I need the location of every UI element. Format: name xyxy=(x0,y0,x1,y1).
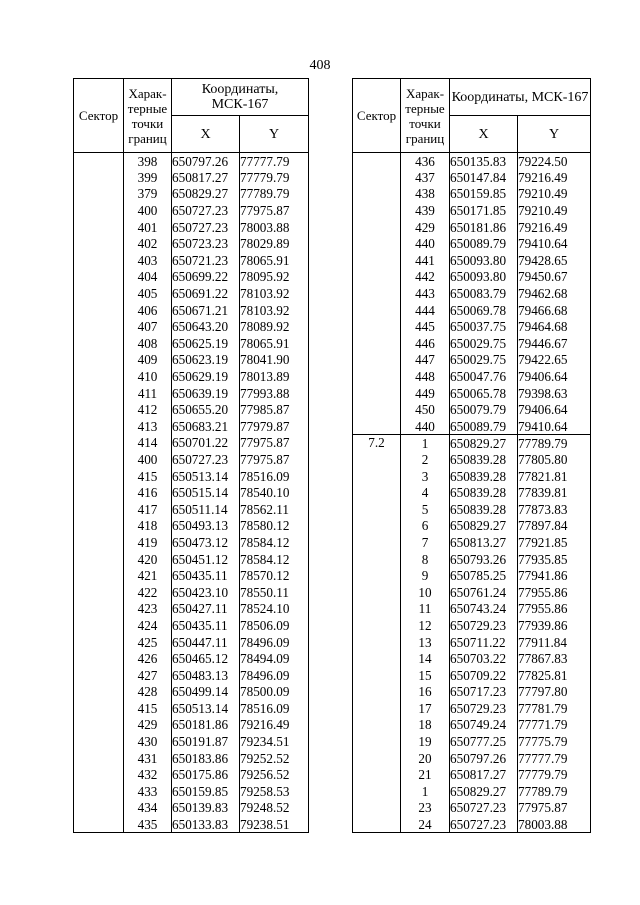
y-coordinate-cell: 77975.87 xyxy=(518,800,591,817)
point-number-cell: 7 xyxy=(401,534,450,551)
point-number-cell: 415 xyxy=(124,468,172,485)
x-coordinate-cell: 650159.85 xyxy=(450,186,518,203)
x-coordinate-cell: 650147.84 xyxy=(450,169,518,186)
point-number-cell: 431 xyxy=(124,750,172,767)
y-coordinate-cell: 78003.88 xyxy=(518,816,591,833)
x-coordinate-cell: 650623.19 xyxy=(172,352,240,369)
y-coordinate-cell: 79398.63 xyxy=(518,385,591,402)
header-coordinates: Координаты, МСК-167 xyxy=(450,79,591,116)
y-coordinate-cell: 79446.67 xyxy=(518,335,591,352)
y-coordinate-cell: 78003.88 xyxy=(240,219,309,236)
y-coordinate-cell: 78013.89 xyxy=(240,368,309,385)
table-row xyxy=(74,153,309,170)
point-number-cell: 21 xyxy=(401,766,450,783)
x-coordinate-cell: 650839.28 xyxy=(450,484,518,501)
y-coordinate-cell: 78029.89 xyxy=(240,235,309,252)
y-coordinate-cell: 79210.49 xyxy=(518,186,591,203)
point-number-cell: 443 xyxy=(401,285,450,302)
y-coordinate-cell: 78506.09 xyxy=(240,617,309,634)
x-coordinate-cell: 650793.26 xyxy=(450,551,518,568)
x-coordinate-cell: 650183.86 xyxy=(172,750,240,767)
x-coordinate-cell: 650065.78 xyxy=(450,385,518,402)
x-coordinate-cell: 650181.86 xyxy=(450,219,518,236)
x-coordinate-cell: 650721.23 xyxy=(172,252,240,269)
x-coordinate-cell: 650447.11 xyxy=(172,634,240,651)
point-number-cell: 405 xyxy=(124,285,172,302)
y-coordinate-cell: 79410.64 xyxy=(518,235,591,252)
y-coordinate-cell: 77985.87 xyxy=(240,401,309,418)
y-coordinate-cell: 77911.84 xyxy=(518,634,591,651)
y-coordinate-cell: 78524.10 xyxy=(240,601,309,618)
point-number-cell: 444 xyxy=(401,302,450,319)
point-number-cell: 419 xyxy=(124,534,172,551)
y-coordinate-cell: 79248.52 xyxy=(240,800,309,817)
y-coordinate-cell: 77867.83 xyxy=(518,650,591,667)
x-coordinate-cell: 650749.24 xyxy=(450,717,518,734)
y-coordinate-cell: 78496.09 xyxy=(240,667,309,684)
point-number-cell: 398 xyxy=(124,153,172,170)
x-coordinate-cell: 650829.27 xyxy=(450,783,518,800)
y-coordinate-cell: 77939.86 xyxy=(518,617,591,634)
y-coordinate-cell: 79410.64 xyxy=(518,418,591,435)
y-coordinate-cell: 77975.87 xyxy=(240,451,309,468)
point-number-cell: 423 xyxy=(124,601,172,618)
point-number-cell: 436 xyxy=(401,153,450,170)
x-coordinate-cell: 650625.19 xyxy=(172,335,240,352)
y-coordinate-cell: 77975.87 xyxy=(240,202,309,219)
header-y: Y xyxy=(240,116,309,153)
x-coordinate-cell: 650079.79 xyxy=(450,401,518,418)
point-number-cell: 399 xyxy=(124,169,172,186)
table-body xyxy=(353,153,591,833)
sector-cell xyxy=(74,153,124,833)
x-coordinate-cell: 650175.86 xyxy=(172,766,240,783)
y-coordinate-cell: 77955.86 xyxy=(518,601,591,618)
page-number: 408 xyxy=(309,58,331,73)
point-number-cell: 15 xyxy=(401,667,450,684)
point-number-cell: 414 xyxy=(124,435,172,452)
x-coordinate-cell: 650703.22 xyxy=(450,650,518,667)
point-number-cell: 12 xyxy=(401,617,450,634)
x-coordinate-cell: 650723.23 xyxy=(172,235,240,252)
y-coordinate-cell: 77821.81 xyxy=(518,468,591,485)
y-coordinate-cell: 79428.65 xyxy=(518,252,591,269)
point-number-cell: 407 xyxy=(124,318,172,335)
y-coordinate-cell: 77789.79 xyxy=(518,435,591,452)
x-coordinate-cell: 650181.86 xyxy=(172,717,240,734)
x-coordinate-cell: 650139.83 xyxy=(172,800,240,817)
x-coordinate-cell: 650513.14 xyxy=(172,700,240,717)
x-coordinate-cell: 650473.12 xyxy=(172,534,240,551)
x-coordinate-cell: 650499.14 xyxy=(172,684,240,701)
y-coordinate-cell: 77935.85 xyxy=(518,551,591,568)
y-coordinate-cell: 78103.92 xyxy=(240,285,309,302)
y-coordinate-cell: 78065.91 xyxy=(240,335,309,352)
x-coordinate-cell: 650743.24 xyxy=(450,601,518,618)
x-coordinate-cell: 650777.25 xyxy=(450,733,518,750)
x-coordinate-cell: 650839.28 xyxy=(450,451,518,468)
x-coordinate-cell: 650729.23 xyxy=(450,700,518,717)
header-points: Харак-терные точки границ xyxy=(401,79,450,153)
point-number-cell: 379 xyxy=(124,186,172,203)
x-coordinate-cell: 650629.19 xyxy=(172,368,240,385)
y-coordinate-cell: 77921.85 xyxy=(518,534,591,551)
x-coordinate-cell: 650465.12 xyxy=(172,650,240,667)
x-coordinate-cell: 650727.23 xyxy=(450,816,518,833)
y-coordinate-cell: 78516.09 xyxy=(240,468,309,485)
x-coordinate-cell: 650785.25 xyxy=(450,567,518,584)
x-coordinate-cell: 650171.85 xyxy=(450,202,518,219)
y-coordinate-cell: 78540.10 xyxy=(240,484,309,501)
point-number-cell: 23 xyxy=(401,800,450,817)
y-coordinate-cell: 78041.90 xyxy=(240,352,309,369)
y-coordinate-cell: 78065.91 xyxy=(240,252,309,269)
point-number-cell: 1 xyxy=(401,783,450,800)
x-coordinate-cell: 650797.26 xyxy=(172,153,240,170)
point-number-cell: 446 xyxy=(401,335,450,352)
y-coordinate-cell: 77777.79 xyxy=(518,750,591,767)
x-coordinate-cell: 650727.23 xyxy=(172,451,240,468)
point-number-cell: 10 xyxy=(401,584,450,601)
point-number-cell: 434 xyxy=(124,800,172,817)
x-coordinate-cell: 650427.11 xyxy=(172,601,240,618)
point-number-cell: 421 xyxy=(124,567,172,584)
point-number-cell: 408 xyxy=(124,335,172,352)
y-coordinate-cell: 77941.86 xyxy=(518,567,591,584)
y-coordinate-cell: 79210.49 xyxy=(518,202,591,219)
x-coordinate-cell: 650093.80 xyxy=(450,252,518,269)
x-coordinate-cell: 650133.83 xyxy=(172,816,240,833)
y-coordinate-cell: 79258.53 xyxy=(240,783,309,800)
header-x: X xyxy=(172,116,240,153)
point-number-cell: 429 xyxy=(401,219,450,236)
y-coordinate-cell: 78562.11 xyxy=(240,501,309,518)
point-number-cell: 430 xyxy=(124,733,172,750)
y-coordinate-cell: 79252.52 xyxy=(240,750,309,767)
point-number-cell: 440 xyxy=(401,418,450,435)
point-number-cell: 449 xyxy=(401,385,450,402)
point-number-cell: 445 xyxy=(401,318,450,335)
y-coordinate-cell: 78516.09 xyxy=(240,700,309,717)
x-coordinate-cell: 650729.23 xyxy=(450,617,518,634)
x-coordinate-cell: 650083.79 xyxy=(450,285,518,302)
y-coordinate-cell: 79462.68 xyxy=(518,285,591,302)
x-coordinate-cell: 650691.22 xyxy=(172,285,240,302)
y-coordinate-cell: 77789.79 xyxy=(240,186,309,203)
point-number-cell: 417 xyxy=(124,501,172,518)
point-number-cell: 6 xyxy=(401,518,450,535)
x-coordinate-cell: 650655.20 xyxy=(172,401,240,418)
y-coordinate-cell: 77777.79 xyxy=(240,153,309,170)
y-coordinate-cell: 79406.64 xyxy=(518,401,591,418)
point-number-cell: 17 xyxy=(401,700,450,717)
point-number-cell: 422 xyxy=(124,584,172,601)
x-coordinate-cell: 650515.14 xyxy=(172,484,240,501)
point-number-cell: 4 xyxy=(401,484,450,501)
x-coordinate-cell: 650839.28 xyxy=(450,468,518,485)
point-number-cell: 450 xyxy=(401,401,450,418)
point-number-cell: 428 xyxy=(124,684,172,701)
x-coordinate-cell: 650727.23 xyxy=(172,202,240,219)
x-coordinate-cell: 650727.23 xyxy=(450,800,518,817)
y-coordinate-cell: 77975.87 xyxy=(240,435,309,452)
x-coordinate-cell: 650717.23 xyxy=(450,684,518,701)
x-coordinate-cell: 650089.79 xyxy=(450,235,518,252)
y-coordinate-cell: 79464.68 xyxy=(518,318,591,335)
point-number-cell: 19 xyxy=(401,733,450,750)
point-number-cell: 20 xyxy=(401,750,450,767)
point-number-cell: 413 xyxy=(124,418,172,435)
point-number-cell: 410 xyxy=(124,368,172,385)
point-number-cell: 404 xyxy=(124,269,172,286)
point-number-cell: 426 xyxy=(124,650,172,667)
x-coordinate-cell: 650191.87 xyxy=(172,733,240,750)
x-coordinate-cell: 650817.27 xyxy=(172,169,240,186)
point-number-cell: 1 xyxy=(401,435,450,452)
coordinates-table-right xyxy=(352,78,591,833)
x-coordinate-cell: 650813.27 xyxy=(450,534,518,551)
sector-cell xyxy=(353,153,401,435)
x-coordinate-cell: 650037.75 xyxy=(450,318,518,335)
x-coordinate-cell: 650839.28 xyxy=(450,501,518,518)
y-coordinate-cell: 79466.68 xyxy=(518,302,591,319)
x-coordinate-cell: 650159.85 xyxy=(172,783,240,800)
y-coordinate-cell: 77873.83 xyxy=(518,501,591,518)
y-coordinate-cell: 77779.79 xyxy=(240,169,309,186)
y-coordinate-cell: 79256.52 xyxy=(240,766,309,783)
x-coordinate-cell: 650423.10 xyxy=(172,584,240,601)
table-body xyxy=(74,153,309,833)
x-coordinate-cell: 650709.22 xyxy=(450,667,518,684)
header-sector: Сектор xyxy=(353,79,401,153)
y-coordinate-cell: 78584.12 xyxy=(240,534,309,551)
point-number-cell: 427 xyxy=(124,667,172,684)
point-number-cell: 401 xyxy=(124,219,172,236)
y-coordinate-cell: 79234.51 xyxy=(240,733,309,750)
point-number-cell: 406 xyxy=(124,302,172,319)
y-coordinate-cell: 78103.92 xyxy=(240,302,309,319)
x-coordinate-cell: 650817.27 xyxy=(450,766,518,783)
y-coordinate-cell: 77839.81 xyxy=(518,484,591,501)
x-coordinate-cell: 650511.14 xyxy=(172,501,240,518)
y-coordinate-cell: 79238.51 xyxy=(240,816,309,833)
x-coordinate-cell: 650069.78 xyxy=(450,302,518,319)
y-coordinate-cell: 77993.88 xyxy=(240,385,309,402)
point-number-cell: 439 xyxy=(401,202,450,219)
x-coordinate-cell: 650829.27 xyxy=(172,186,240,203)
x-coordinate-cell: 650829.27 xyxy=(450,518,518,535)
x-coordinate-cell: 650135.83 xyxy=(450,153,518,170)
point-number-cell: 440 xyxy=(401,235,450,252)
table-row xyxy=(353,153,591,170)
x-coordinate-cell: 650829.27 xyxy=(450,435,518,452)
point-number-cell: 435 xyxy=(124,816,172,833)
y-coordinate-cell: 77805.80 xyxy=(518,451,591,468)
y-coordinate-cell: 78496.09 xyxy=(240,634,309,651)
x-coordinate-cell: 650683.21 xyxy=(172,418,240,435)
y-coordinate-cell: 79406.64 xyxy=(518,368,591,385)
point-number-cell: 437 xyxy=(401,169,450,186)
header-x: X xyxy=(450,116,518,153)
y-coordinate-cell: 77789.79 xyxy=(518,783,591,800)
point-number-cell: 420 xyxy=(124,551,172,568)
point-number-cell: 8 xyxy=(401,551,450,568)
header-coordinates: Координаты, МСК-167 xyxy=(172,79,309,116)
x-coordinate-cell: 650643.20 xyxy=(172,318,240,335)
point-number-cell: 415 xyxy=(124,700,172,717)
x-coordinate-cell: 650493.13 xyxy=(172,518,240,535)
point-number-cell: 442 xyxy=(401,269,450,286)
point-number-cell: 416 xyxy=(124,484,172,501)
y-coordinate-cell: 77781.79 xyxy=(518,700,591,717)
point-number-cell: 409 xyxy=(124,352,172,369)
header-sector: Сектор xyxy=(74,79,124,153)
y-coordinate-cell: 79216.49 xyxy=(240,717,309,734)
y-coordinate-cell: 79224.50 xyxy=(518,153,591,170)
point-number-cell: 400 xyxy=(124,202,172,219)
y-coordinate-cell: 79422.65 xyxy=(518,352,591,369)
point-number-cell: 5 xyxy=(401,501,450,518)
y-coordinate-cell: 79450.67 xyxy=(518,269,591,286)
y-coordinate-cell: 77955.86 xyxy=(518,584,591,601)
x-coordinate-cell: 650029.75 xyxy=(450,335,518,352)
point-number-cell: 2 xyxy=(401,451,450,468)
y-coordinate-cell: 77779.79 xyxy=(518,766,591,783)
sector-cell: 7.2 xyxy=(353,435,401,833)
point-number-cell: 14 xyxy=(401,650,450,667)
x-coordinate-cell: 650093.80 xyxy=(450,269,518,286)
y-coordinate-cell: 78584.12 xyxy=(240,551,309,568)
x-coordinate-cell: 650435.11 xyxy=(172,567,240,584)
y-coordinate-cell: 77979.87 xyxy=(240,418,309,435)
y-coordinate-cell: 78570.12 xyxy=(240,567,309,584)
y-coordinate-cell: 77897.84 xyxy=(518,518,591,535)
table-row xyxy=(353,435,591,452)
x-coordinate-cell: 650047.76 xyxy=(450,368,518,385)
y-coordinate-cell: 77797.80 xyxy=(518,684,591,701)
point-number-cell: 448 xyxy=(401,368,450,385)
point-number-cell: 16 xyxy=(401,684,450,701)
point-number-cell: 412 xyxy=(124,401,172,418)
point-number-cell: 424 xyxy=(124,617,172,634)
header-y: Y xyxy=(518,116,591,153)
point-number-cell: 447 xyxy=(401,352,450,369)
x-coordinate-cell: 650727.23 xyxy=(172,219,240,236)
x-coordinate-cell: 650513.14 xyxy=(172,468,240,485)
point-number-cell: 411 xyxy=(124,385,172,402)
x-coordinate-cell: 650451.12 xyxy=(172,551,240,568)
point-number-cell: 13 xyxy=(401,634,450,651)
point-number-cell: 418 xyxy=(124,518,172,535)
x-coordinate-cell: 650699.22 xyxy=(172,269,240,286)
x-coordinate-cell: 650029.75 xyxy=(450,352,518,369)
point-number-cell: 18 xyxy=(401,717,450,734)
x-coordinate-cell: 650797.26 xyxy=(450,750,518,767)
y-coordinate-cell: 77775.79 xyxy=(518,733,591,750)
x-coordinate-cell: 650089.79 xyxy=(450,418,518,435)
x-coordinate-cell: 650701.22 xyxy=(172,435,240,452)
point-number-cell: 429 xyxy=(124,717,172,734)
point-number-cell: 425 xyxy=(124,634,172,651)
coordinates-table-left xyxy=(73,78,309,833)
point-number-cell: 9 xyxy=(401,567,450,584)
x-coordinate-cell: 650435.11 xyxy=(172,617,240,634)
point-number-cell: 403 xyxy=(124,252,172,269)
point-number-cell: 438 xyxy=(401,186,450,203)
point-number-cell: 400 xyxy=(124,451,172,468)
x-coordinate-cell: 650761.24 xyxy=(450,584,518,601)
header-points: Харак-терные точки границ xyxy=(124,79,172,153)
x-coordinate-cell: 650639.19 xyxy=(172,385,240,402)
y-coordinate-cell: 78089.92 xyxy=(240,318,309,335)
point-number-cell: 433 xyxy=(124,783,172,800)
y-coordinate-cell: 78095.92 xyxy=(240,269,309,286)
point-number-cell: 24 xyxy=(401,816,450,833)
x-coordinate-cell: 650711.22 xyxy=(450,634,518,651)
y-coordinate-cell: 79216.49 xyxy=(518,219,591,236)
point-number-cell: 3 xyxy=(401,468,450,485)
x-coordinate-cell: 650483.13 xyxy=(172,667,240,684)
y-coordinate-cell: 78494.09 xyxy=(240,650,309,667)
point-number-cell: 402 xyxy=(124,235,172,252)
y-coordinate-cell: 78550.11 xyxy=(240,584,309,601)
y-coordinate-cell: 78580.12 xyxy=(240,518,309,535)
point-number-cell: 432 xyxy=(124,766,172,783)
x-coordinate-cell: 650671.21 xyxy=(172,302,240,319)
y-coordinate-cell: 77771.79 xyxy=(518,717,591,734)
y-coordinate-cell: 79216.49 xyxy=(518,169,591,186)
point-number-cell: 441 xyxy=(401,252,450,269)
point-number-cell: 11 xyxy=(401,601,450,618)
y-coordinate-cell: 77825.81 xyxy=(518,667,591,684)
y-coordinate-cell: 78500.09 xyxy=(240,684,309,701)
